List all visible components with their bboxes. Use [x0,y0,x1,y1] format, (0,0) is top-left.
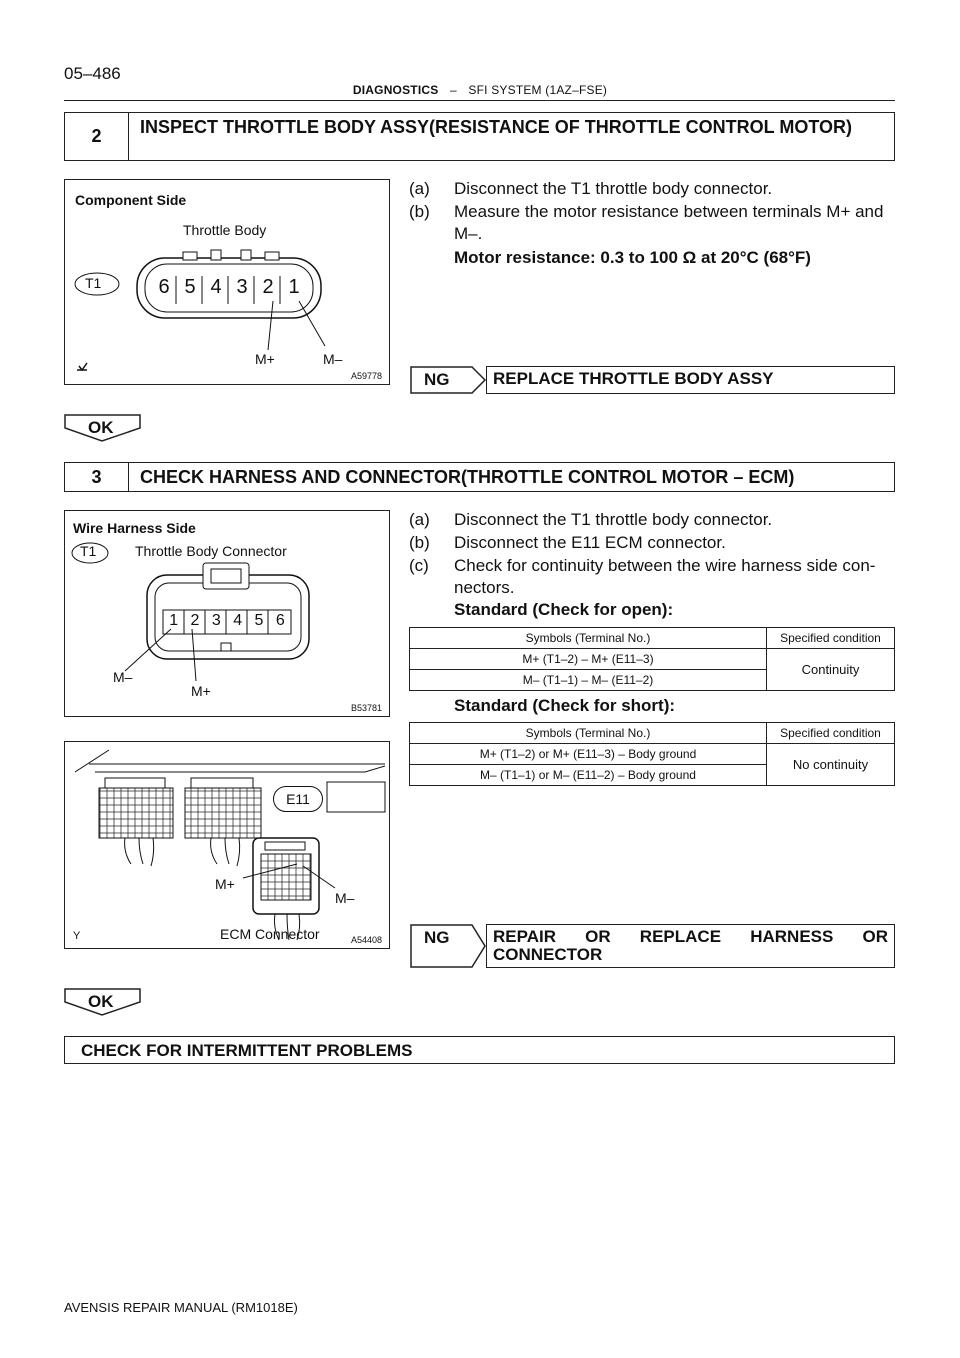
ng-tag: NG [424,370,450,389]
instruction-label: (a) [409,179,430,198]
table-cell: M+ (T1–2) or M+ (E11–3) – Body ground [410,744,767,765]
open-check-table [409,627,895,691]
table-cell: No continuity [767,744,895,786]
pin-number: 5 [254,612,264,629]
component-side-label: Component Side [75,192,187,208]
throttle-body-label: Throttle Body [183,222,267,238]
table-header-cell: Specified condition [767,628,895,649]
instruction-text: Measure the motor resistance between terminals M+ and M–. [454,202,884,243]
m-plus-label: M+ [255,351,275,367]
table-cell: M– (T1–1) or M– (E11–2) – Body ground [410,765,767,786]
m-minus-label: M– [113,669,133,685]
table-cell: M– (T1–1) – M– (E11–2) [410,670,767,691]
instruction-text: Disconnect the E11 ECM connector. [454,533,726,552]
figure-id: B53781 [351,703,383,713]
m-plus-label: M+ [215,876,235,892]
header-rule [64,100,895,101]
figure-ecm-connector [64,741,390,949]
pin-number: 4 [233,612,243,629]
final-step-text: CHECK FOR INTERMITTENT PROBLEMS [81,1041,413,1060]
figure-id: A59778 [351,371,383,381]
step-2-header [64,112,895,161]
pin-number: 3 [236,276,248,298]
short-check-table [409,722,895,786]
ng-result-step-2 [410,366,895,394]
table-cell: M+ (T1–2) – M+ (E11–3) [410,649,767,670]
m-minus-label: M– [335,890,355,906]
ng-action: REPAIR OR REPLACE HARNESS OR CONNECTOR [486,924,895,968]
ok-badge-step-3 [64,988,140,1016]
pin-number: 6 [158,276,170,298]
step-2-number: 2 [65,113,129,160]
throttle-body-connector-label: Throttle Body Connector [135,543,287,559]
instruction-label: (a) [409,510,430,529]
step-3-number: 3 [65,463,129,491]
table-header-cell: Specified condition [767,723,895,744]
pin-number: 1 [169,612,179,629]
step-3-instructions [409,509,899,619]
short-check-title: Standard (Check for short): [454,696,676,715]
t1-connector-label: T1 [85,275,102,291]
step-2-instructions [409,178,899,268]
t1-connector-label: T1 [80,543,97,559]
instruction-text: Check for continuity between the wire harness side con-nectors. [454,556,876,597]
ng-result-step-3 [410,924,895,968]
e11-connector-label: E11 [273,786,323,812]
pin-number: 2 [262,276,274,298]
pin-number: 2 [190,612,200,629]
table-header-cell: Symbols (Terminal No.) [410,723,767,744]
pin-number-row [151,276,307,299]
m-minus-label: M– [323,351,343,367]
final-step-box [64,1036,895,1064]
instruction-label: (b) [409,533,430,552]
header-dash: – [449,83,457,97]
instruction-text: Disconnect the T1 throttle body connector. [454,179,773,198]
motor-resistance-spec: Motor resistance: 0.3 to 100 Ω at 20°C (68°F) [454,248,811,267]
pin-number: 1 [288,276,300,298]
ng-action: REPLACE THROTTLE BODY ASSY [486,366,895,394]
header-system: SFI SYSTEM (1AZ–FSE) [468,83,608,97]
manual-footer: AVENSIS REPAIR MANUAL (RM1018E) [64,1300,298,1315]
wire-harness-side-label: Wire Harness Side [73,520,196,536]
ok-tag: OK [88,992,114,1011]
instruction-text: Disconnect the T1 throttle body connector. [454,510,773,529]
table-header-cell: Symbols (Terminal No.) [410,628,767,649]
pin-number: 5 [184,276,196,298]
instruction-label: (b) [409,202,430,221]
page-number: 05–486 [64,64,121,83]
pin-number: 6 [275,612,285,629]
corner-mark: Y [73,930,81,942]
pin-number: 4 [210,276,222,298]
step-2-title: INSPECT THROTTLE BODY ASSY(RESISTANCE OF THROTTLE CONTROL MOTOR) [140,117,853,137]
ecm-connector-label: ECM Connector [220,926,320,942]
header-section: DIAGNOSTICS [352,83,439,97]
figure-throttle-body-component [64,179,390,385]
ok-tag: OK [88,418,114,437]
table-cell: Continuity [767,649,895,691]
instruction-label: (c) [409,556,429,575]
ecm-connector-drawing [65,742,389,948]
figure-wire-harness-side [64,510,390,717]
pin-number: 3 [211,612,221,629]
step-3-title: CHECK HARNESS AND CONNECTOR(THROTTLE CONTROL MOTOR – ECM) [140,467,795,487]
m-plus-label: M+ [191,683,211,699]
ng-tag: NG [424,928,450,947]
pin-number-row [163,612,291,630]
figure-id: A54408 [351,935,383,945]
ok-badge-step-2 [64,414,140,442]
step-3-header [64,462,895,492]
running-header [0,83,960,97]
open-check-title: Standard (Check for open): [454,600,674,619]
